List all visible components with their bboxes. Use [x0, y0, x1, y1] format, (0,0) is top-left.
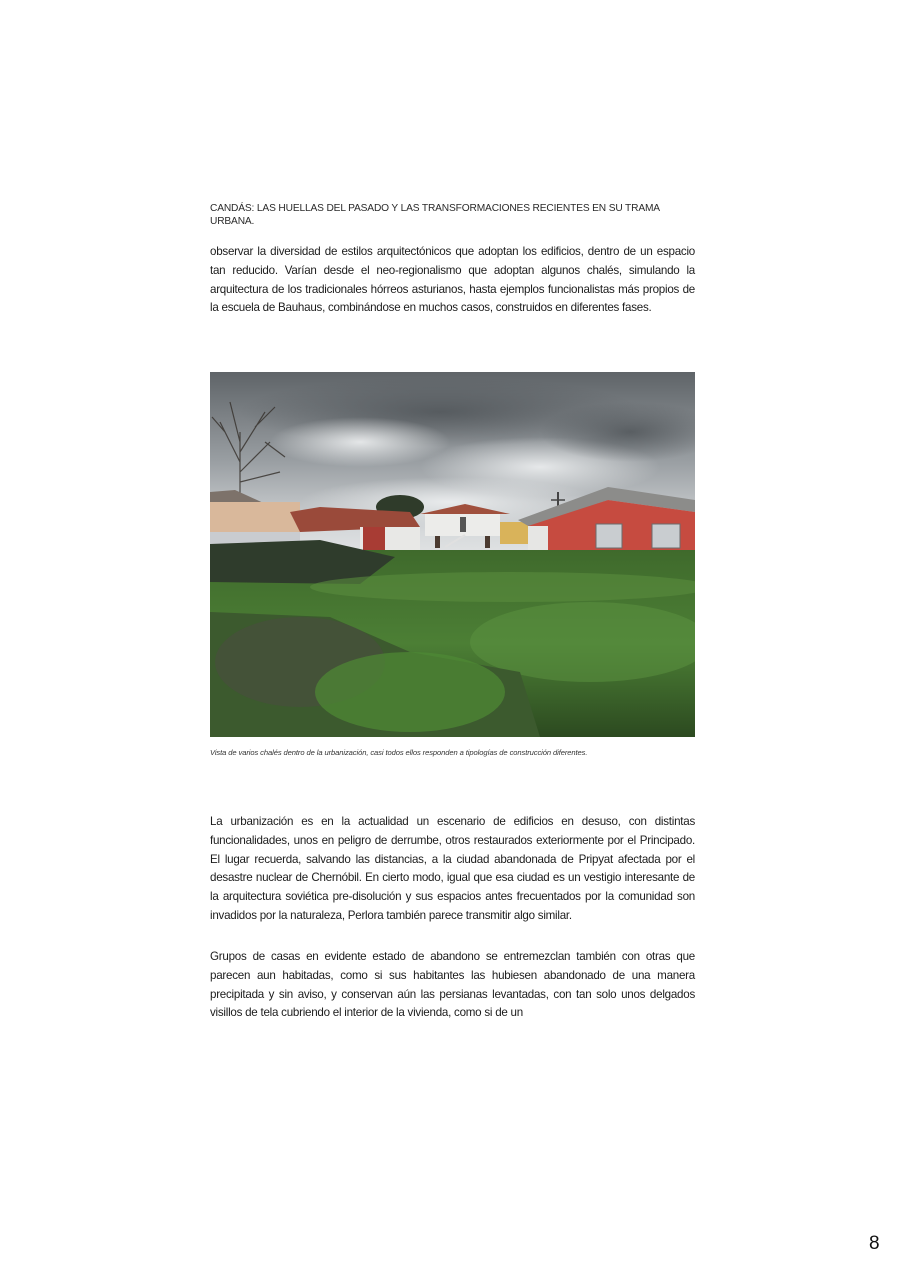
body-paragraph-3: Grupos de casas en evidente estado de abandono se entremezclan también con otras que parecen aun habitadas, como si sus habitantes las hubiesen abandonado de una manera precipitada y sin aviso, y conservan aún las persianas levantadas, con tan solo unos delgados visillos de tela cubriendo el interior de la vivienda, como si de un: [210, 950, 695, 1020]
running-header: CANDÁS: LAS HUELLAS DEL PASADO Y LAS TRANSFORMACIONES RECIENTES EN SU TRAMA URBANA.: [210, 203, 660, 227]
page-number: 8: [869, 1233, 880, 1254]
body-paragraph-2: La urbanización es en la actualidad un escenario de edificios en desuso, con distintas funcionalidades, unos en peligro de derrumbe, otros restaurados exteriormente por el Principado. El lugar recuerda, salvando las distancias, a la ciudad abandonada de Pripyat afectada por el desastre nuclear de Chernóbil. En cierto modo, igual que esa ciudad es un vestigio interesante de la arquitectura soviética pre-disolución y sus espacios antes frecuentados por la comunidad son invadidos por la naturaleza, Perlora también parece transmitir algo similar.: [210, 815, 695, 922]
photo-illustration: [210, 372, 695, 737]
figure-caption: Vista de varios chalés dentro de la urbanización, casi todos ellos responden a tipologías de construcción diferentes.: [210, 748, 588, 757]
figure-photo: [210, 372, 695, 737]
body-paragraph-1: observar la diversidad de estilos arquitectónicos que adoptan los edificios, dentro de un espacio tan reducido. Varían desde el neo-regionalismo que adoptan algunos chalés, simulando la arquitectura de los tradicionales hórreos asturianos, hasta ejemplos funcionalistas más propios de la escuela de Bauhaus, combinándose en muchos casos, construidos en diferentes fases.: [210, 245, 695, 315]
